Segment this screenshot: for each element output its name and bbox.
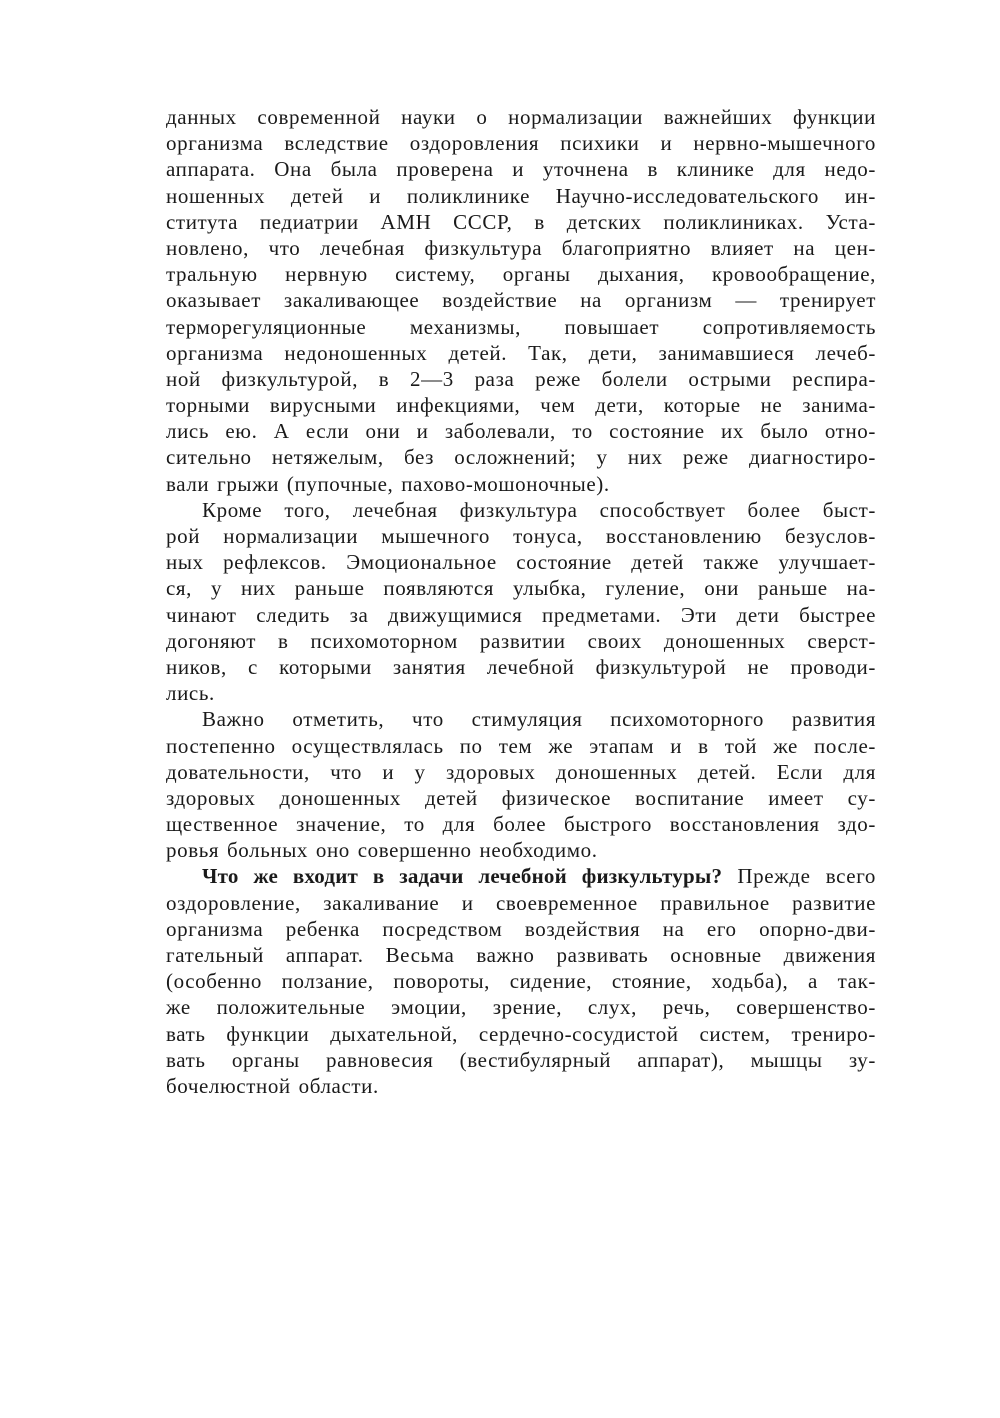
text-line-rest: Прежде всего — [722, 864, 876, 889]
text-line: организма вследствие оздоровления психики и нервно-мышечного — [166, 131, 876, 156]
text-line: торными вирусными инфекциями, чем дети, которые не занима- — [166, 393, 876, 418]
text-line: чинают следить за движущимися предметами. Эти дети быстрее — [166, 602, 876, 627]
bold-question-heading: Что же входит в задачи лечебной физкультуры? — [202, 864, 723, 889]
text-line: ся, у них раньше появляются улыбка, гуление, они раньше на- — [166, 576, 876, 601]
text-line: ститута педиатрии АМН СССР, в детских поликлиниках. Уста- — [166, 209, 876, 234]
text-line: новлено, что лечебная физкультура благоприятно влияет на цен- — [166, 235, 876, 260]
paragraph-2 — [166, 497, 876, 707]
text-line: ношенных детей и поликлинике Научно-исследовательского ин- — [166, 183, 876, 208]
text-line: сительно нетяжелым, без осложнений; у них реже диагностиро- — [166, 445, 876, 470]
text-line: аппарата. Она была проверена и уточнена в клинике для недо- — [166, 157, 876, 182]
text-line: лись ею. А если они и заболевали, то состояние их было отно- — [166, 419, 876, 444]
text-line: организма ребенка посредством воздействия на его опорно-дви- — [166, 916, 876, 941]
text-line: тральную нервную систему, органы дыхания, кровообращение, — [166, 262, 876, 287]
text-line: (особенно ползание, повороты, сидение, стояние, ходьба), а так- — [166, 969, 876, 994]
text-line: вать органы равновесия (вестибулярный аппарат), мышцы зу- — [166, 1047, 876, 1072]
text-line: оказывает закаливающее воздействие на организм — тренирует — [166, 288, 876, 313]
text-line: здоровых доношенных детей физическое воспитание имеет су- — [166, 785, 876, 810]
text-line: же положительные эмоции, зрение, слух, речь, совершенство- — [166, 995, 876, 1020]
text-line: рой нормализации мышечного тонуса, восстановлению безуслов- — [166, 524, 876, 548]
text-line: ников, с которыми занятия лечебной физкультурой не проводи- — [166, 654, 876, 679]
paragraph-3 — [166, 706, 876, 863]
text-line: оздоровление, закаливание и своевременное правильное развитие — [166, 890, 876, 915]
text-line-with-heading — [166, 863, 876, 889]
text-line: ровья больных оно совершенно необходимо. — [166, 838, 598, 863]
text-line: организма недоношенных детей. Так, дети, занимавшиеся лечеб- — [166, 340, 876, 365]
text-line: довательности, что и у здоровых доношенных детей. Если для — [166, 759, 876, 784]
text-line: лись. — [166, 681, 215, 706]
text-line: терморегуляционные механизмы, повышает сопротивляемость — [166, 314, 876, 339]
text-line: догоняют в психомоторном развитии своих доношенных сверст- — [166, 628, 876, 653]
text-line: ной физкультурой, в 2—3 раза реже болели острыми респира- — [166, 366, 876, 391]
text-line: постепенно осуществлялась по тем же этапам и в той же после- — [166, 733, 876, 758]
text-line: данных современной науки о нормализации важнейших функции — [166, 105, 876, 129]
text-line: вали грыжи (пупочные, пахово-мошоночные). — [166, 471, 610, 496]
text-line: бочелюстной области. — [166, 1073, 379, 1098]
text-line: Кроме того, лечебная физкультура способствует более быст- — [202, 497, 876, 522]
text-line: вать функции дыхательной, сердечно-сосудистой систем, трениро- — [166, 1021, 876, 1046]
text-line: щественное значение, то для более быстрого восстановления здо- — [166, 812, 876, 837]
paragraph-4 — [166, 863, 876, 1099]
paragraph-1 — [166, 104, 876, 497]
page-body — [166, 104, 876, 1099]
text-line: гательный аппарат. Весьма важно развивать основные движения — [166, 943, 876, 967]
text-line: ных рефлексов. Эмоциональное состояние детей также улучшает- — [166, 550, 876, 575]
text-line: Важно отметить, что стимуляция психомоторного развития — [202, 707, 876, 732]
